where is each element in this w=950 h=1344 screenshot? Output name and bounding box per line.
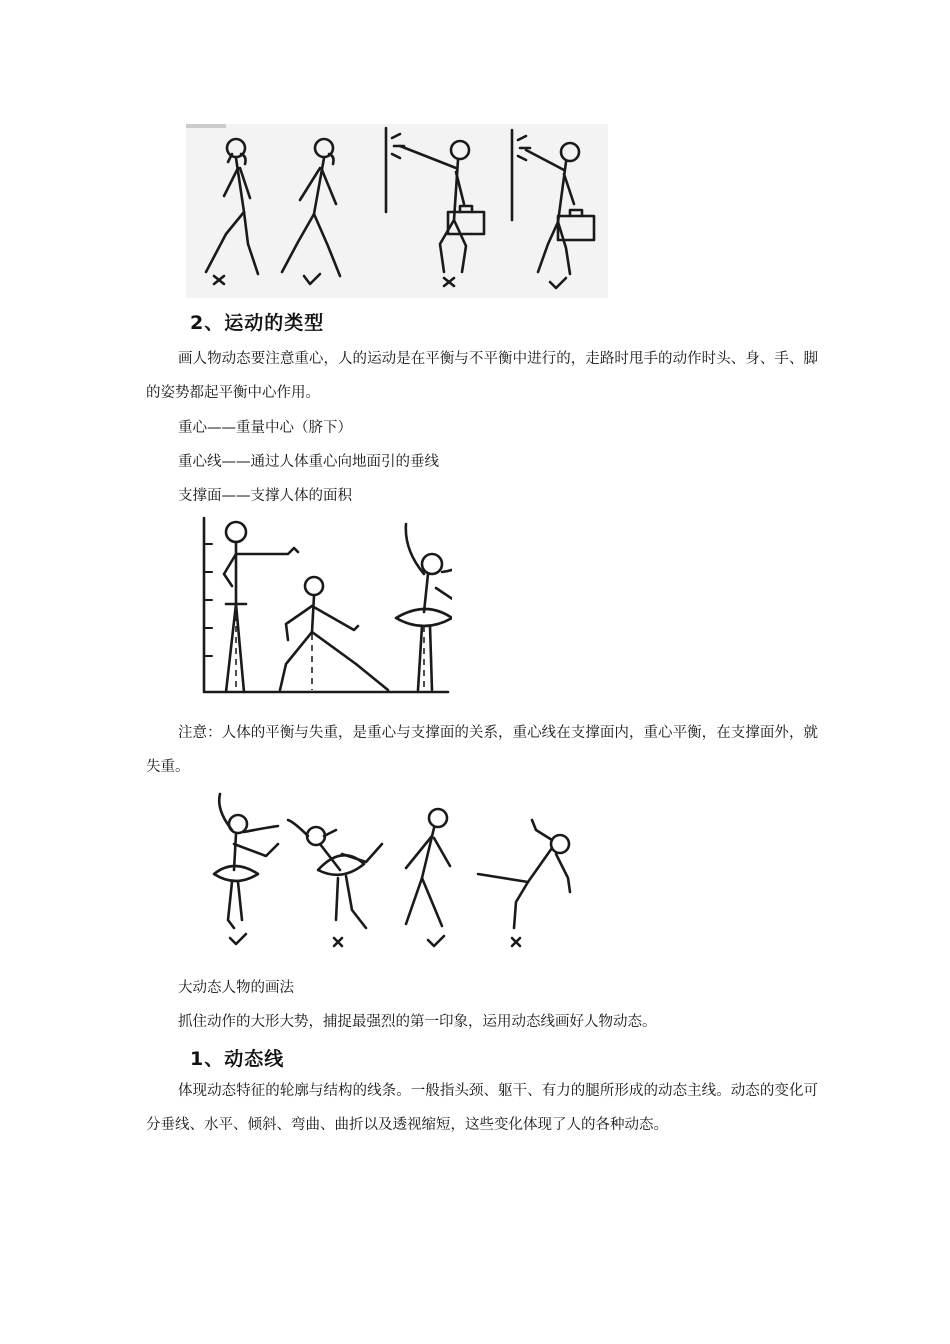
subheading-big-motion: 大动态人物的画法	[178, 980, 294, 996]
definition-center-of-gravity: 重心——重量中心（脐下）	[178, 420, 352, 436]
kicker-unbalanced	[478, 820, 570, 928]
dancer-figure	[396, 524, 452, 690]
check-mark-3	[230, 934, 246, 944]
cross-mark-3	[334, 938, 342, 946]
standing-figure	[224, 522, 298, 692]
dancer-balanced	[214, 794, 278, 928]
paragraph-balance-note: 注意：人体的平衡与失重，是重心与支撑面的关系，重心线在支撑面内，重心平衡，在支撑面外，就失重。	[146, 725, 818, 775]
check-mark-4	[428, 936, 444, 946]
figure-gravity-line	[196, 514, 452, 698]
heading-motion-types: 2、运动的类型	[190, 312, 325, 334]
walker-balanced	[406, 809, 450, 926]
definition-support-area: 支撑面——支撑人体的面积	[178, 488, 352, 504]
paragraph-big-motion: 抓住动作的大形大势，捕捉最强烈的第一印象，运用动态线画好人物动态。	[178, 1014, 657, 1030]
figure-walking-examples	[186, 124, 608, 298]
cross-mark-4	[512, 938, 520, 946]
figure-balance-examples	[206, 790, 580, 956]
figure-background	[186, 124, 608, 298]
paragraph-balance: 画人物动态要注意重心，人的运动是在平衡与不平衡中进行的，走路时甩手的动作时头、身、手、脚的姿势都起平衡中心作用。	[146, 351, 818, 401]
dancer-tilted-unbalanced	[288, 820, 382, 928]
lunging-figure	[280, 577, 388, 690]
paragraph-motion-line: 体现动态特征的轮廓与结构的线条。一般指头颈、躯干、有力的腿所形成的动态主线。动态的变化可分垂线、水平、倾斜、弯曲、曲折以及透视缩短，这些变化体现了人的各种动态。	[146, 1083, 818, 1133]
definition-gravity-line: 重心线——通过人体重心向地面引的垂线	[178, 454, 439, 470]
heading-motion-line: 1、动态线	[190, 1048, 285, 1070]
